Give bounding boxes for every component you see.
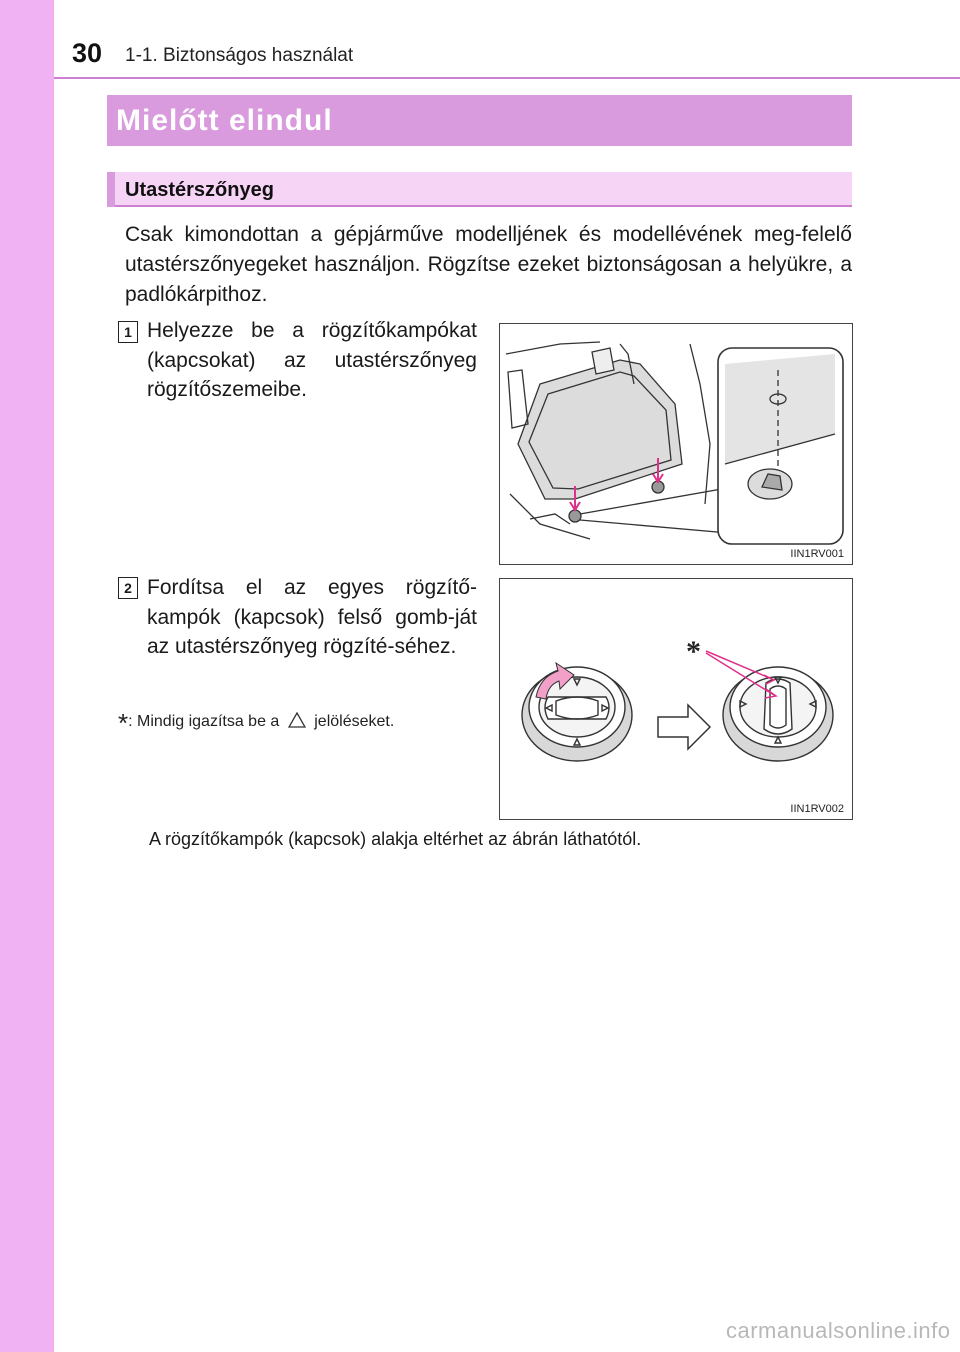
subsection-title: Utastérszőnyeg — [125, 179, 274, 201]
triangle-mark-icon — [288, 712, 306, 728]
note-star: * — [118, 708, 129, 738]
chapter-title: 1-1. Biztonságos használat — [125, 45, 354, 66]
note-before: : Mindig igazítsa be a — [128, 713, 280, 730]
page-number: 30 — [72, 38, 103, 68]
step-1-text: Helyezze be a rögzítőkampókat (kapcsokat) az utastérszőnyeg rögzítőszemeibe. — [147, 319, 477, 401]
hook-rotation-illustration — [500, 579, 852, 819]
header-rule — [54, 77, 960, 79]
intro-paragraph: Csak kimondottan a gépjárműve modelljének és modellévének meg-felelő utastérszőnyegeket használjon. Rögzítse ezeket biztonságosan a helyükre, a padlókárpithoz. — [125, 223, 852, 306]
note-after: jelöléseket. — [314, 713, 395, 730]
figure-1-code: IIN1RV001 — [790, 548, 844, 560]
hook-shape-note: A rögzítőkampók (kapcsok) alakja eltérhet az ábrán láthatótól. — [149, 829, 642, 849]
watermark: carmanualsonline.info — [726, 1318, 951, 1343]
step-2-badge: 2 — [118, 577, 138, 599]
section-title: Mielőtt elindul — [116, 104, 333, 137]
subsection-accent — [107, 172, 115, 207]
figure-floor-mat-hooks — [499, 323, 853, 565]
floor-mat-illustration — [500, 324, 852, 564]
step-2-text: Fordítsa el az egyes rögzítő-kampók (kapcsok) felső gomb-ját az utastérszőnyeg rögzíté-séhez. — [147, 576, 477, 658]
figure-2-code: IIN1RV002 — [790, 803, 844, 815]
side-strip — [0, 0, 54, 1352]
figure-hook-rotation — [499, 578, 853, 820]
step-1-badge: 1 — [118, 321, 138, 343]
figure-star: * — [686, 635, 701, 668]
note-line — [118, 702, 488, 738]
